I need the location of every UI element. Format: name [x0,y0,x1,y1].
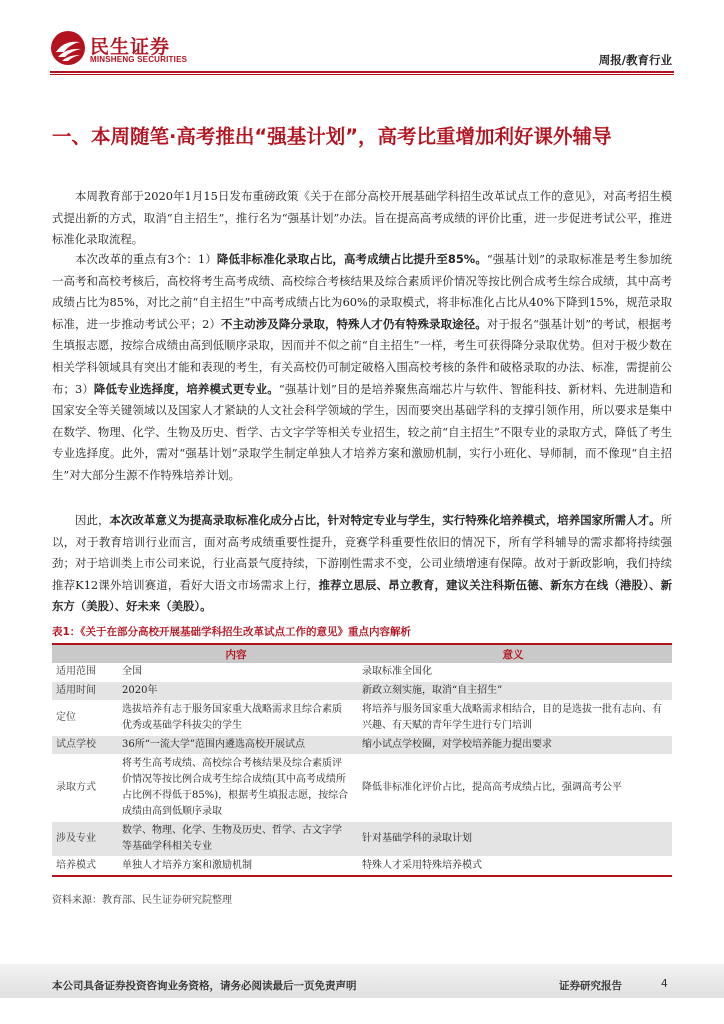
table-cell: 降低非标准化评价占比，提高高考成绩占比，强调高考公平 [354,755,672,822]
table-cell: 录取方式 [52,755,118,822]
table-cell: 36所“一流大学”范围内遴选高校开展试点 [118,736,354,755]
text-run: 对于报名“强基计划”的考试，根据考生填报志愿，按综合成绩由高到低顺序录取，因而并不似之前“自主招生”一样，考生可获得降分录取优势。但对于极少数在相关学科领域具有突出才能和表现的考生，有关高校仍可制定破格入围高校考核的条件和破格录取的办法、标准，需提前公布；3） [52,316,672,396]
table-source: 资料来源：教育部、民生证券研究院整理 [52,895,232,906]
table-cell: 涉及专业 [52,822,118,857]
table-header-cell [52,644,118,663]
page-number: 4 [661,978,668,990]
footer-label: 证券研究报告 [559,980,622,992]
text-run: 所以，对于教育培训行业而言，面对高考成绩重要性提升，竞赛学科重要性依旧的情况下，所有学科辅导的需求都将持续强劲；对于培训类上市公司来说，行业高景气度持续，下游刚性需求不变，公司业绩增速有保障。故对于新政影响，我们持续推荐K12课外培训赛道，看好大语文市场需求上行， [52,513,672,592]
paragraph-intro: 本周教育部于2020年1月15日发布重磅政策《关于在部分高校开展基础学科招生改革试点工作的意见》，对高考招生模式提出新的方式，取消“自主招生”，推行名为“强基计划”办法。旨在提高高考成绩的评价比重，进一步促进考试公平，推进标准化录取流程。 [52,189,672,247]
table-cell: 新政立刻实施，取消“自主招生” [354,682,672,701]
header-divider [50,71,674,73]
table-header-cell: 意义 [354,644,672,663]
table-title: 表1：《关于在部分高校开展基础学科招生改革试点工作的意见》重点内容解析 [52,626,412,638]
table-row [52,755,672,822]
bold-point-1: 降低非标准化录取占比，高考成绩占比提升至85%。 [216,252,487,266]
table-cell: 试点学校 [52,736,118,755]
table-header-cell: 内容 [118,644,354,663]
logo-english-name: MINSHENG SECURITIES [90,55,188,64]
table-cell: 数学、物理、化学、生物及历史、哲学、古文字学等基础学科相关专业 [118,822,354,857]
table-row [52,857,672,877]
table-row [52,682,672,701]
section-title: 一、本周随笔·高考推出“强基计划”，高考比重增加利好课外辅导 [52,125,612,148]
paragraph-conclusion [52,510,672,618]
logo-chinese-name: 民生证券 [90,36,171,58]
footer-disclaimer: 本公司具备证券投资咨询业务资格，请务必阅读最后一页免责声明 [52,980,357,992]
table-cell: 定位 [52,701,118,736]
text-run: 本次改革的重点有3个：1） [75,252,217,266]
company-logo [50,30,200,70]
table-row [52,736,672,755]
table-cell: 全国 [118,663,354,682]
table-cell: 适用范围 [52,663,118,682]
bold-point-3: 降低专业选择度，培养模式更专业。 [93,381,279,396]
table-cell: 2020年 [118,682,354,701]
table-cell: 单独人才培养方案和激励机制 [118,857,354,877]
table-cell: 选拔培养有志于服务国家重大战略需求且综合素质优秀或基础学科拔尖的学生 [118,701,354,736]
bold-conclusion: 本次改革意义为提高录取标准化成分占比，针对特定专业与学生，实行特殊化培养模式，培养国家所需人才。 [109,513,661,527]
table-row [52,663,672,682]
table-header-row [52,644,672,663]
table-row [52,822,672,857]
table-cell: 缩小试点学校圈，对学校培养能力提出要求 [354,736,672,755]
table-cell: 将考生高考成绩、高校综合考核结果及综合素质评价情况等按比例合成考生综合成绩(其中高考成绩所占比例不得低于85%)，根据考生填报志愿，按综合成绩由高到低顺序录取 [118,755,354,822]
bold-point-2: 不主动涉及降分录取，特殊人才仍有特殊录取途径。 [221,316,487,331]
bold-recommendation: 推荐立思辰、昂立教育，建议关注科斯伍德、新东方在线（港股）、新东方（美股）、好未来（美股）。 [52,577,672,614]
table-cell: 将培养与服务国家重大战略需求相结合，目的是选拔一批有志向、有兴趣、有天赋的青年学生进行专门培训 [354,701,672,736]
page-header [0,0,724,78]
table-cell: 培养模式 [52,857,118,877]
policy-table [52,643,672,877]
table-row [52,701,672,736]
report-type: 周报/教育行业 [598,53,672,67]
table-cell: 特殊人才采用特殊培养模式 [354,857,672,877]
table-cell: 录取标准全国化 [354,663,672,682]
paragraph-key-points [52,249,672,487]
text-run: 因此， [75,513,110,527]
table-cell: 针对基础学科的录取计划 [354,822,672,857]
text-run: “强基计划”目的是培养聚焦高端芯片与软件、智能科技、新材料、先进制造和国家安全等关键领域以及国家人才紧缺的人文社会科学领域的学生，因而要突出基础学科的支撑引领作用，所以要求是集中在数学、物理、化学、生物及历史、哲学、古文字学等相关专业招生，较之前“自主招生”不限专业的录取方式，降低了考生专业选择度。此外，需对“强基计划”录取学生制定单独人才培养方案和激励机制，实行小班化、导师制，而不像现“自主招生”对大部分生源不作特殊培养计划。 [52,381,672,482]
table-cell: 适用时间 [52,682,118,701]
text-run: “强基计划”的录取标准是考生参加统一高考和高校考核后，高校将考生高考成绩、高校综合考核结果及综合素质评价情况等按比例合成考生综合成绩，其中高考成绩占比为85%，对比之前“自主招生”中高考成绩占比为60%的录取模式，将非标准化占比从40%下降到15%，规范录取标准，进一步推动考试公平；2） [52,252,672,331]
minsheng-logo-icon [50,30,86,66]
header-divider-thin [50,74,674,75]
